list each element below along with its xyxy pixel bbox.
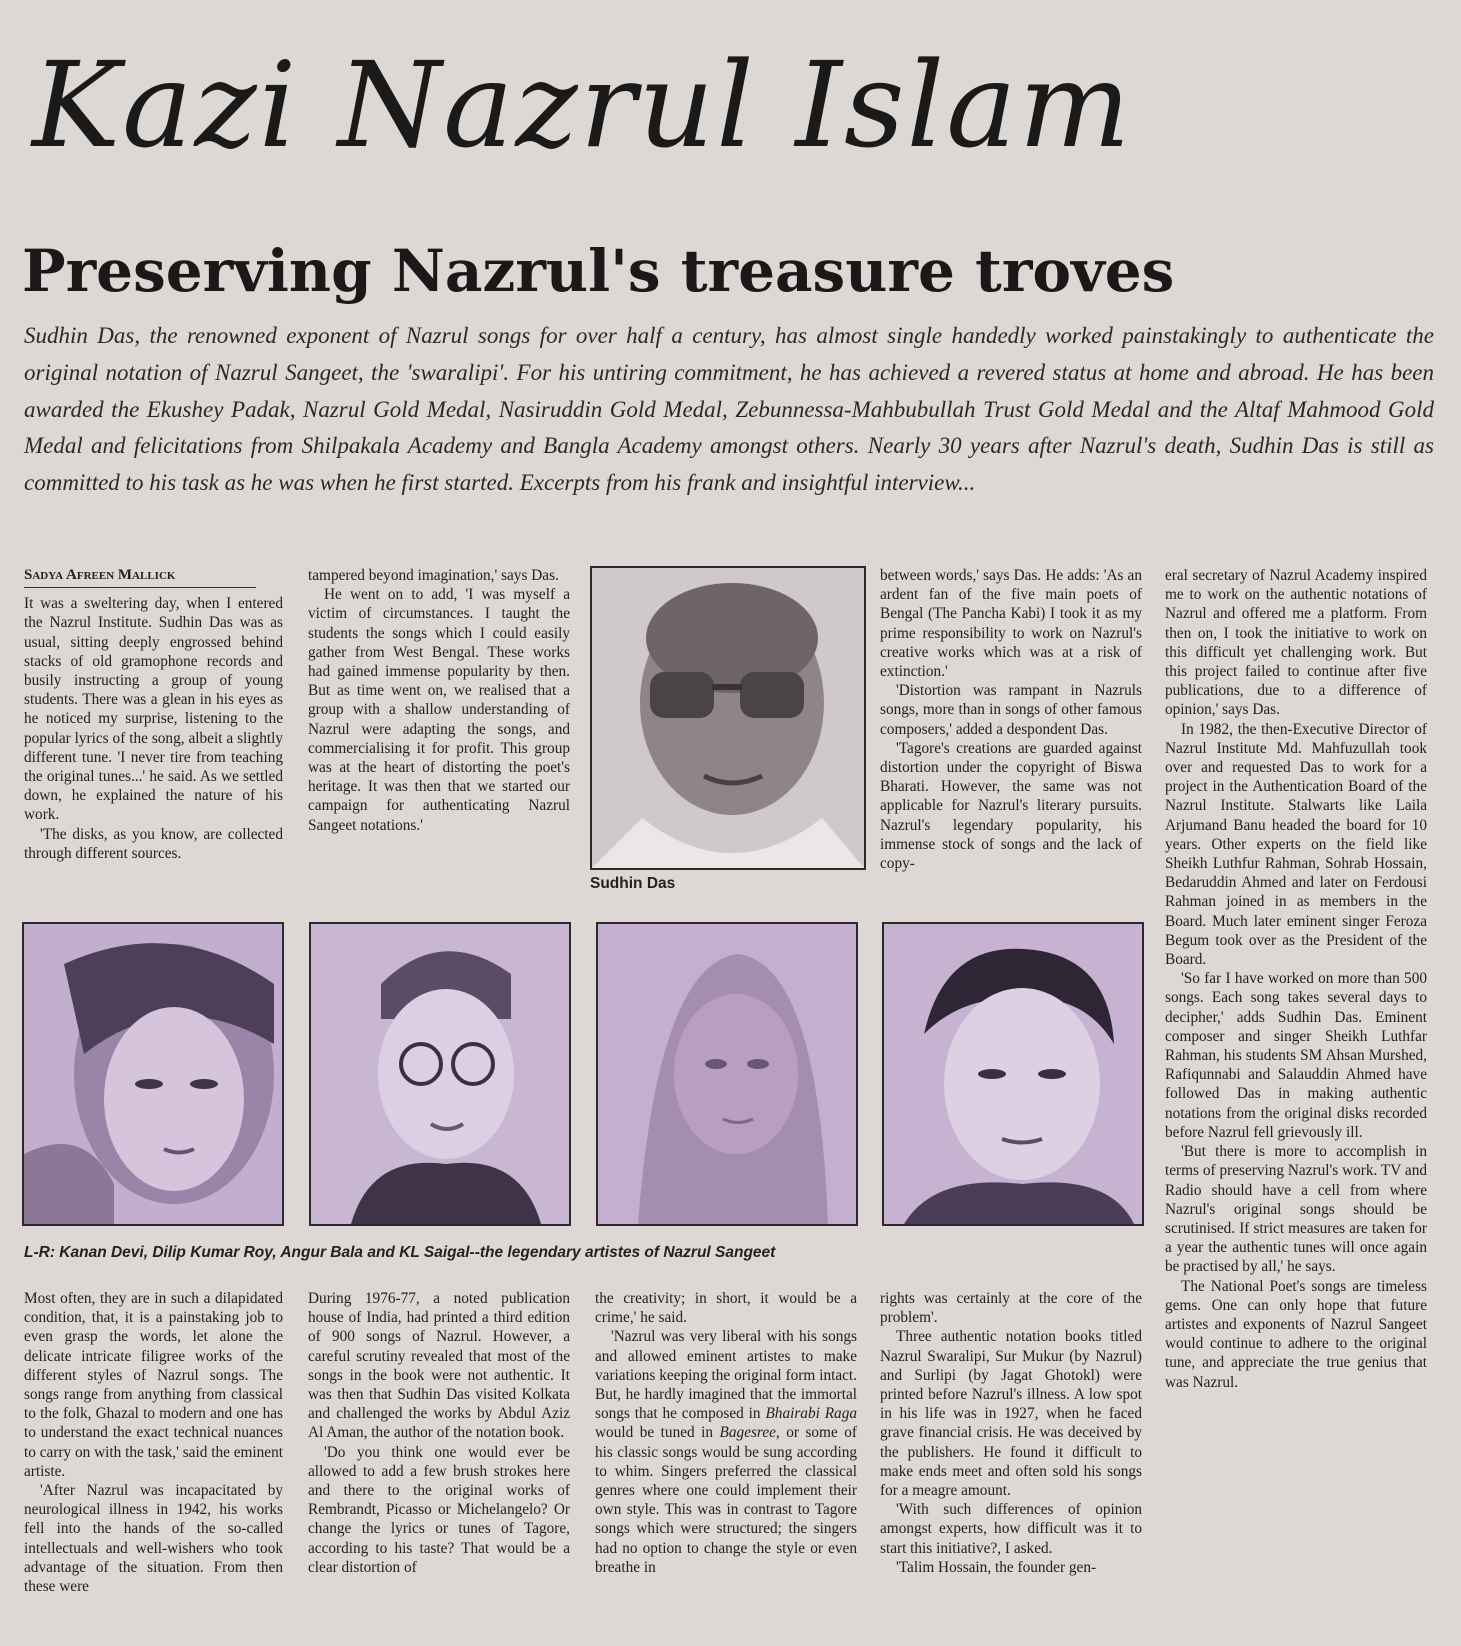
column-4-bottom <box>880 1289 1142 1629</box>
paragraph: 'But there is more to accomplish in terms of preserving Nazrul's work. TV and Radio should have a cell from where Nazrul's original songs should be scrutinised. If strict measures are taken for a year the authentic tunes will once again be practised by all,' he says. <box>1165 1143 1427 1276</box>
paragraph: 'After Nazrul was incapacitated by neurological illness in 1942, his works fell into the hands of the so-called intellectuals and well-wishers who took advantage of the situation. From then these were <box>24 1482 283 1596</box>
paragraph: Three authentic notation books titled Nazrul Swaralipi, Sur Mukur (by Nazrul) and Surlipi (by Jagat Ghotokl) were printed before Nazrul's illness. A low spot in his life was in 1927, when he faced grave financial crisis. He was deceived by the publishers. He found it difficult to make ends meet and often sold his songs for a meagre amount. <box>880 1328 1142 1500</box>
paragraph: 'Tagore's creations are guarded against distortion under the copyright of Biswa Bharati. However, the same was not applicable for Nazrul's literary pursuits. Nazrul's legendary popularity, his immense stock of songs and the lack of copy- <box>880 739 1142 873</box>
column-1-top <box>24 566 283 902</box>
paragraph: 'Do you think one would ever be allowed to add a few brush strokes here and there to the original works of Rembrandt, Picasso or Michelangelo? Or change the lyrics or tunes of Tagore, according to his taste? That would be a clear distortion of <box>308 1443 570 1576</box>
column-2-top <box>308 566 570 902</box>
paragraph: between words,' says Das. He adds: 'As an ardent fan of the five main poets of Bengal (The Pancha Kabi) I took it as my prime responsibility to work on Nazrul's creative works which was at a risk of extinction.' <box>880 567 1142 681</box>
column-3-bottom <box>595 1289 857 1629</box>
masthead-title: Kazi Nazrul Islam <box>32 36 1133 174</box>
raga-name: Bhairabi Raga <box>765 1405 857 1423</box>
paragraph: 'So far I have worked on more than 500 songs. Each song takes several days to decipher,' adds Sudhin Das. Eminent composer and singer Sheikh Luthfar Rahman, his students SM Ahsan Murshed, Rafiqunnabi and Salauddin Ahmed have followed Das in making authentic notations from the original disks recorded before Nazrul fell grievously ill. <box>1165 970 1427 1141</box>
paragraph: eral secretary of Nazrul Academy inspired me to work on the authentic notations of Nazrul and offered me a platform. From then on, I took the initiative to work on this difficult yet challenging work. But this project failed to continue after five publications, due to a difference of opinion,' says Das. <box>1165 567 1427 719</box>
byline: Sadya Afreen Mallick <box>24 566 256 588</box>
article-headline: Preserving Nazrul's treasure troves <box>22 237 1175 305</box>
paragraph: Most often, they are in such a dilapidated condition, that, it is a painstaking job to even grasp the words, let alone the delicate intricate filigree works of the different styles of Nazrul songs. The songs range from anything from classical to the folk, Ghazal to modern and one has to understand the exact technical nuances to carry on with the task,' said the eminent artiste. <box>24 1290 283 1480</box>
paragraph: He went on to add, 'I was myself a victim of circumstances. I taught the students the songs which I could easily gather from West Bengal. These works had gained immense popularity by then. But as time went on, we realised that a group with a shallow understanding of Nazrul were adapting the songs, and commercialising it for profit. This group was at the heart of distorting the poet's heritage. It was then that we started our campaign for authenticating Nazrul Sangeet notations.' <box>308 586 570 834</box>
photo-dilip-kumar-roy <box>309 922 571 1226</box>
portrait-image <box>592 568 864 868</box>
artiste-image <box>884 924 1142 1224</box>
paragraph: 'With such differences of opinion amongst experts, how difficult was it to start this initiative?, I asked. <box>880 1501 1142 1557</box>
paragraph: In 1982, the then-Executive Director of Nazrul Institute Md. Mahfuzullah took over and requested Das to work for a project in the Authentication Board of the Nazrul Institute. Stalwarts like Laila Arjumand Banu headed the board for 10 years. Other experts on the field like Sheikh Luthfur Rahman, Sohrab Hossain, Bedaruddin Ahmed and later on Ferdousi Rahman joined in as members in the Board. Much later eminent singer Feroza Begum took over as the President of the Board. <box>1165 720 1427 969</box>
paragraph: tampered beyond imagination,' says Das. <box>308 567 559 584</box>
column-1-bottom <box>24 1289 283 1629</box>
paragraph: 'Talim Hossain, the founder gen- <box>896 1558 1097 1576</box>
paragraph: During 1976-77, a noted publication house of India, had printed a third edition of 900 songs of Nazrul. However, a careful scrutiny revealed that most of the songs in the book were not authentic. It was then that Sudhin Das visited Kolkata and challenged the works by Abdul Aziz Al Aman, the author of the notation book. <box>308 1290 570 1442</box>
paragraph: It was a sweltering day, when I entered the Nazrul Institute. Sudhin Das was as usual, sitting deeply engrossed behind stacks of old gramophone records and busily instructing a group of young students. There was a glean in his eyes as he noticed my surprise, listening to the popular lyrics of the song, albeit a slightly different tune. 'I never tire from teaching the original tunes...' he said. As we settled down, he explained the nature of his work. <box>24 595 283 824</box>
photo-angur-bala <box>596 922 858 1226</box>
portrait-photo-sudhin-das <box>590 566 866 870</box>
photo-kl-saigal <box>882 922 1144 1226</box>
text-run: would be tuned in <box>595 1424 720 1442</box>
paragraph: 'Distortion was rampant in Nazruls songs, more than in songs of other famous composers,' added a despondent Das. <box>880 682 1142 738</box>
artiste-image <box>598 924 856 1224</box>
portrait-caption: Sudhin Das <box>590 875 676 892</box>
column-5 <box>1165 566 1427 1616</box>
paragraph: the creativity; in short, it would be a crime,' he said. <box>595 1290 857 1327</box>
column-2-bottom <box>308 1289 570 1629</box>
artiste-image <box>24 924 282 1224</box>
artiste-image <box>311 924 569 1224</box>
photo-kanan-devi <box>22 922 284 1226</box>
text-run: , or some of his classic songs would be sung according to whim. Singers preferred the classical genres where one could implement their own style. This was in contrast to Tagore songs which were structured; the singers had no option to change the style or even breathe in <box>595 1424 857 1576</box>
paragraph: 'The disks, as you know, are collected through different sources. <box>24 825 283 862</box>
paragraph: The National Poet's songs are timeless gems. One can only hope that future artistes and exponents of Nazrul Sangeet would continue to adhere to the original tune, and appreciate the true genius that was Nazrul. <box>1165 1277 1427 1391</box>
paragraph <box>595 1327 857 1577</box>
text-run: 'Nazrul was very liberal with his songs and allowed eminent artistes to make variations keeping the original form intact. But, he hardly imagined that the immortal songs that he composed in <box>595 1328 857 1423</box>
column-4-top <box>880 566 1142 902</box>
raga-name: Bagesree <box>719 1424 776 1442</box>
article-intro: Sudhin Das, the renowned exponent of Nazrul songs for over half a century, has almost single handedly worked painstakingly to authenticate the original notation of Nazrul Sangeet, the 'swaralipi'. For his untiring commitment, he has achieved a revered status at home and abroad. He has been awarded the Ekushey Padak, Nazrul Gold Medal, Nasiruddin Gold Medal, Zebunnessa-Mahbubullah Trust Gold Medal and the Altaf Mahmood Gold Medal and felicitations from Shilpakala Academy and Bangla Academy amongst others. Nearly 30 years after Nazrul's death, Sudhin Das is still as committed to his task as he was when he first started. Excerpts from his frank and insightful interview... <box>24 323 1434 496</box>
artistes-caption: L-R: Kanan Devi, Dilip Kumar Roy, Angur Bala and KL Saigal--the legendary artistes of Nazrul Sangeet <box>24 1244 776 1261</box>
paragraph: rights was certainly at the core of the problem'. <box>880 1290 1142 1327</box>
